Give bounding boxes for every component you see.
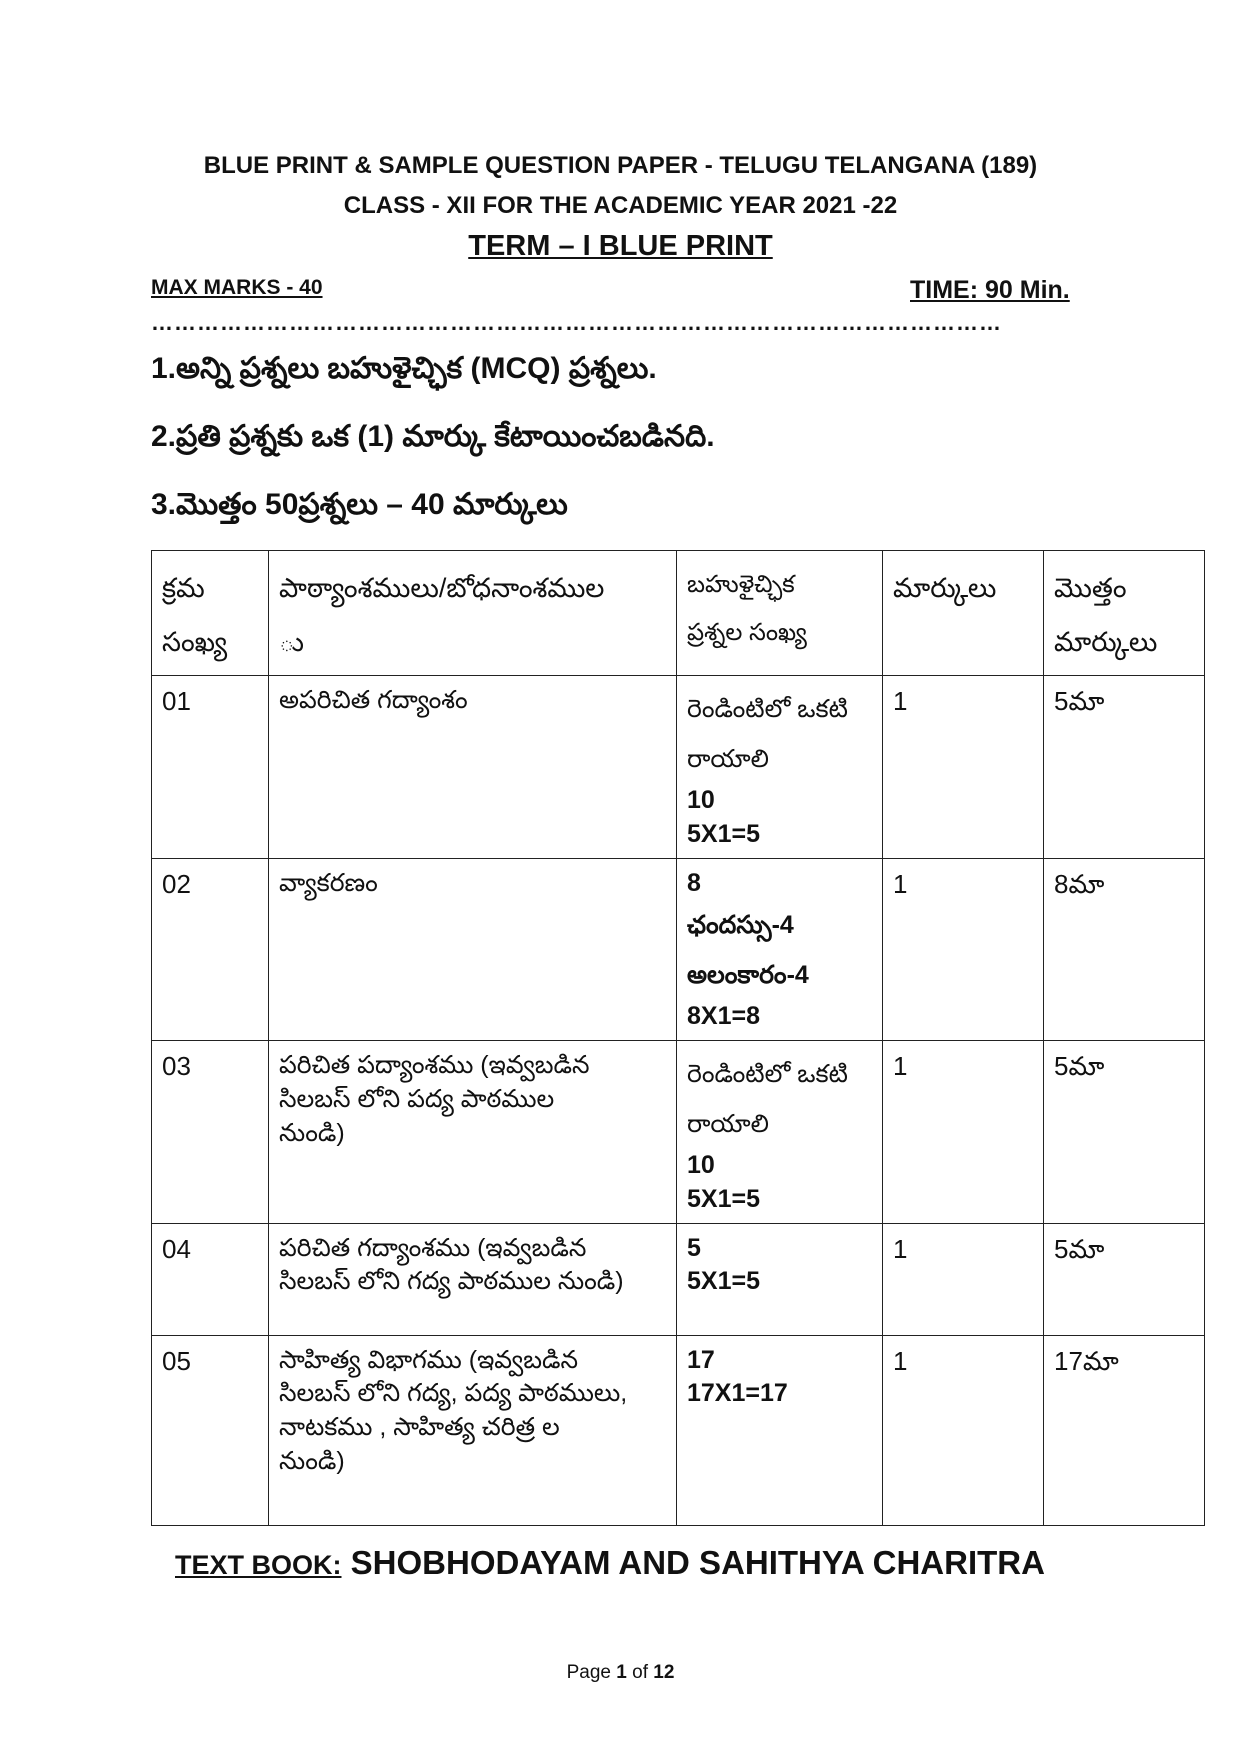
cell-topic: వ్యాకరణం bbox=[269, 858, 677, 1041]
max-marks: MAX MARKS - 40 bbox=[151, 276, 323, 299]
table-header-row bbox=[152, 551, 1205, 676]
document-title: BLUE PRINT & SAMPLE QUESTION PAPER - TELUGU TELANGANA (189) bbox=[203, 152, 1038, 179]
cell-total: 5మా bbox=[1044, 676, 1205, 859]
cell-marks: 1 bbox=[883, 1041, 1044, 1224]
cell-questions: రెండింటిలో ఒకటి రాయాలి 10 5X1=5 bbox=[677, 676, 883, 859]
cell-topic: పరిచిత పద్యాంశము (ఇవ్వబడిన సిలబస్ లోని పద్య పాఠముల నుండి) bbox=[269, 1041, 677, 1224]
cell-marks: 1 bbox=[883, 858, 1044, 1041]
cell-marks: 1 bbox=[883, 676, 1044, 859]
blueprint-table bbox=[151, 550, 1205, 1526]
page-mid: of bbox=[626, 1662, 654, 1683]
table-row bbox=[152, 1335, 1205, 1525]
instruction-3: 3.మొత్తం 50ప్రశ్నలు – 40 మార్కులు bbox=[151, 488, 568, 521]
table-row bbox=[152, 676, 1205, 859]
cell-total: 5మా bbox=[1044, 1041, 1205, 1224]
cell-questions: 8 ఛందస్సు-4 అలంకారం-4 8X1=8 bbox=[677, 858, 883, 1041]
header-serial-number: క్రమ సంఖ్య bbox=[152, 551, 269, 676]
page-total: 12 bbox=[653, 1662, 675, 1683]
time-limit: TIME: 90 Min. bbox=[910, 276, 1070, 304]
cell-serial: 02 bbox=[152, 858, 269, 1041]
cell-serial: 04 bbox=[152, 1223, 269, 1335]
page-footer bbox=[0, 1662, 1241, 1684]
cell-total: 5మా bbox=[1044, 1223, 1205, 1335]
cell-questions: 17 17X1=17 bbox=[677, 1335, 883, 1525]
table-row bbox=[152, 1223, 1205, 1335]
textbook-line bbox=[175, 1544, 1045, 1582]
header-marks: మార్కులు bbox=[883, 551, 1044, 676]
cell-topic: పరిచిత గద్యాంశము (ఇవ్వబడిన సిలబస్ లోని గద్య పాఠముల నుండి) bbox=[269, 1223, 677, 1335]
header-total-marks: మొత్తం మార్కులు bbox=[1044, 551, 1205, 676]
page-number: 1 bbox=[616, 1662, 627, 1683]
section-title: TERM – I BLUE PRINT bbox=[468, 230, 773, 262]
header-question-count: బహుళైచ్ఛిక ప్రశ్నల సంఖ్య bbox=[677, 551, 883, 676]
cell-marks: 1 bbox=[883, 1335, 1044, 1525]
cell-topic: సాహిత్య విభాగము (ఇవ్వబడిన సిలబస్ లోని గద్య, పద్య పాఠములు, నాటకము , సాహిత్య చరిత్ర ల నుండి) bbox=[269, 1335, 677, 1525]
cell-marks: 1 bbox=[883, 1223, 1044, 1335]
document-subtitle: CLASS - XII FOR THE ACADEMIC YEAR 2021 -22 bbox=[343, 192, 898, 219]
cell-total: 17మా bbox=[1044, 1335, 1205, 1525]
textbook-label: TEXT BOOK: bbox=[175, 1550, 342, 1580]
cell-topic: అపరిచిత గద్యాంశం bbox=[269, 676, 677, 859]
table-row bbox=[152, 858, 1205, 1041]
cell-total: 8మా bbox=[1044, 858, 1205, 1041]
page-prefix: Page bbox=[566, 1662, 617, 1683]
cell-questions: రెండింటిలో ఒకటి రాయాలి 10 5X1=5 bbox=[677, 1041, 883, 1224]
table-row bbox=[152, 1041, 1205, 1224]
dotted-separator: ………………………………………………………………………………………………… bbox=[151, 310, 1002, 335]
cell-serial: 03 bbox=[152, 1041, 269, 1224]
cell-questions: 5 5X1=5 bbox=[677, 1223, 883, 1335]
header-topics: పాఠ్యాంశములు/బోధనాంశముల ు bbox=[269, 551, 677, 676]
cell-serial: 05 bbox=[152, 1335, 269, 1525]
instruction-1: 1.అన్ని ప్రశ్నలు బహుళైచ్ఛిక (MCQ) ప్రశ్నలు. bbox=[151, 352, 657, 385]
textbook-title: SHOBHODAYAM AND SAHITHYA CHARITRA bbox=[341, 1544, 1045, 1581]
instruction-2: 2.ప్రతి ప్రశ్నకు ఒక (1) మార్కు కేటాయించబడినది. bbox=[151, 420, 715, 453]
cell-serial: 01 bbox=[152, 676, 269, 859]
